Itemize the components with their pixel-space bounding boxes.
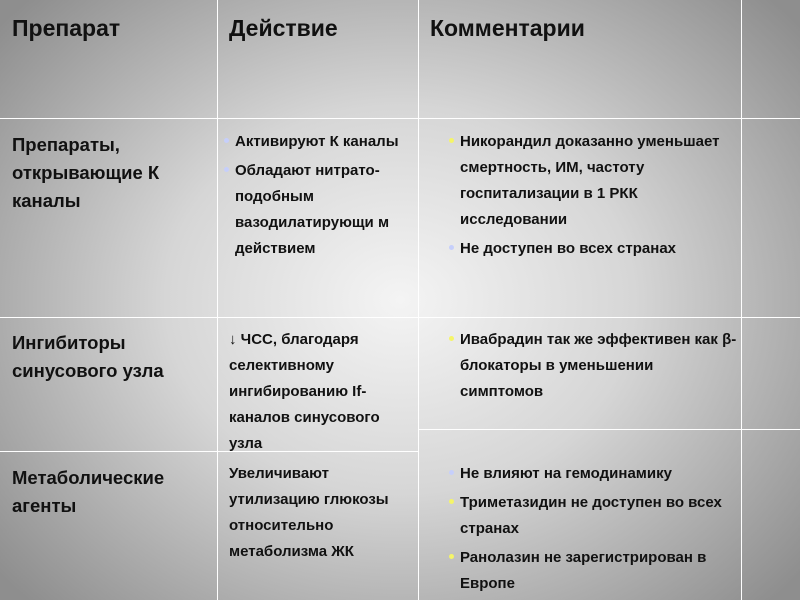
bullet-icon: [449, 470, 454, 475]
list-item-text: Не доступен во всех странах: [460, 240, 676, 257]
list-item-text: Активируют К каналы: [235, 133, 399, 150]
list-item-text: Ранолазин не зарегистрирован в Европе: [460, 549, 707, 592]
list-item: [449, 327, 737, 405]
row-comments-cell: [449, 461, 737, 600]
list-item: [449, 129, 737, 233]
list-item: [224, 158, 414, 262]
bullet-icon: [224, 167, 229, 172]
row-action-text: ↓ ЧСС, благодаря селективному ингибированию If-каналов синусового узла: [229, 331, 380, 452]
row-drug-potassium-openers: Препараты, открывающие К каналы: [12, 134, 160, 211]
list-item-text: Обладают нитрато-подобным вазодилатирующи м действием: [235, 162, 390, 257]
header-comments: Комментарии: [430, 15, 585, 41]
list-item-text: Триметазидин не доступен во всех странах: [460, 494, 722, 537]
row-comments-cell: [449, 327, 737, 408]
list-item-text: Не влияют на гемодинамику: [460, 465, 672, 482]
row-divider: [418, 429, 800, 430]
bullet-icon: [449, 336, 454, 341]
list-item-text: Ивабрадин так же эффективен как β- блокаторы в уменьшении симптомов: [460, 331, 737, 400]
row-divider: [0, 317, 800, 318]
bullet-icon: [449, 554, 454, 559]
row-drug-metabolic-agents: Метаболические агенты: [12, 467, 165, 516]
list-item: [449, 490, 737, 542]
header-action: Действие: [229, 15, 338, 41]
row-divider: [0, 118, 800, 119]
list-item-text: Никорандил доказанно уменьшает смертность, ИМ, частоту госпитализации в 1 РКК исследовании: [460, 133, 720, 228]
list-item: [449, 461, 737, 487]
list-item: [224, 129, 414, 155]
column-divider: [741, 0, 742, 600]
header-drug: Препарат: [12, 15, 121, 41]
bullet-icon: [449, 138, 454, 143]
column-divider: [418, 0, 419, 600]
bullet-icon: [449, 499, 454, 504]
row-action-text: Увеличивают утилизацию глюкозы относительно метаболизма ЖК: [229, 465, 389, 560]
column-divider: [217, 0, 218, 600]
bullet-icon: [449, 245, 454, 250]
row-drug-sinus-node-inhibitors: Ингибиторы синусового узла: [12, 332, 164, 381]
row-comments-cell: [449, 129, 737, 265]
bullet-icon: [224, 138, 229, 143]
list-item: [449, 236, 737, 262]
row-action-cell: [224, 129, 414, 265]
list-item: [449, 545, 737, 597]
